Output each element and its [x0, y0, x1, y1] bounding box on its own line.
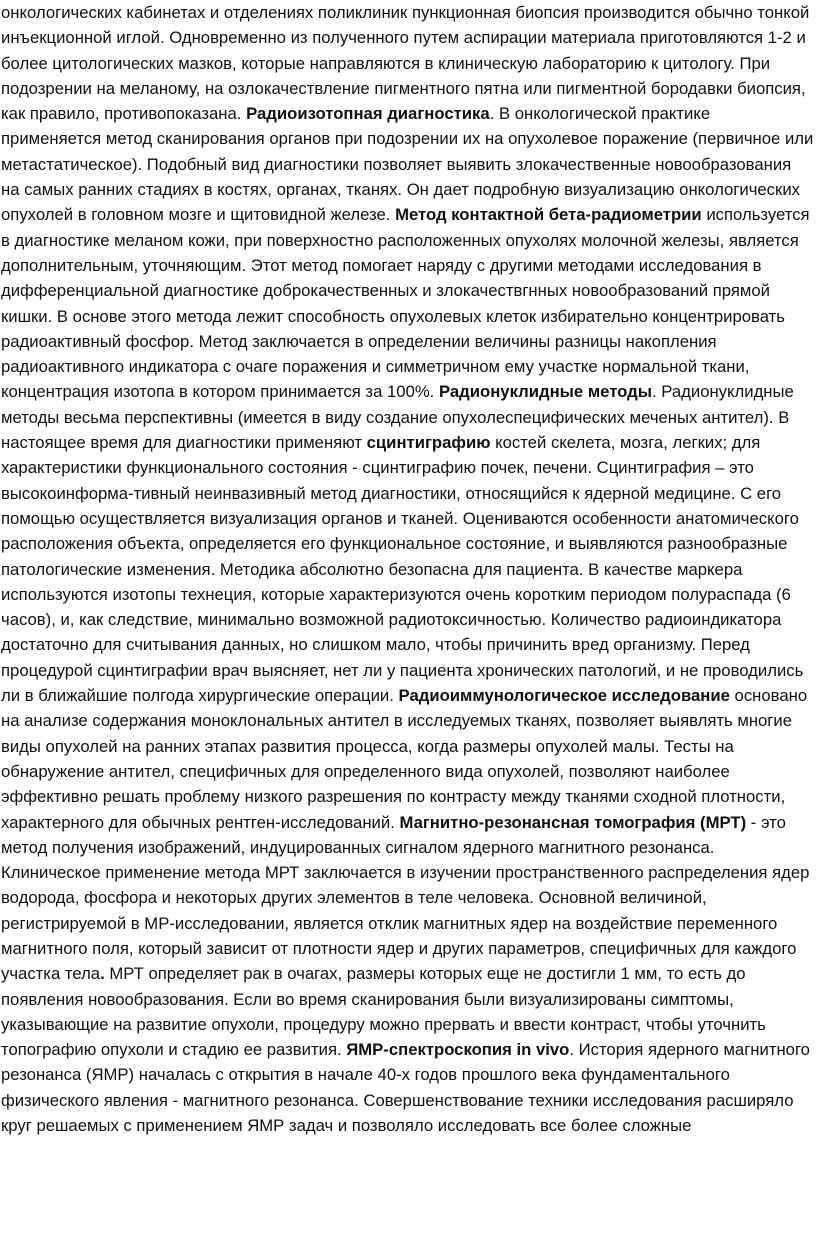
text-segment: костей скелета, мозга, легких; для характеристики функционального состояния - сцинтиграфию почек, печени. Сцинтиграфия – это высокоинформа-тивный неинвазивный метод диагностики, относящийся к ядерной медицине. С его помощью осуществляется визуализация органов и тканей. Оцениваются особенности анатомического расположения объекта, определяется его функциональное состояние, и выявляются разнообразные патологические изменения. Методика абсолютно безопасна для пациента. В качестве маркера используются изотопы технеция, которые характеризуются очень коротким периодом полураспада (6 часов), и, как следствие, минимально возможной радиотоксичностью. Количество радиоиндикатора достаточно для считывания данных, но слишком мало, чтобы причинить вред организму. Перед процедурой сцинтиграфии врач выясняет, нет ли у пациента хронических патологий, и не проводились ли в ближайшие полгода хирургические операции. [1, 433, 804, 706]
bold-term-mri: Магнитно-резонансная томография (МРТ) [399, 812, 747, 832]
bold-term-radioisotope-diagnostics: Радиоизотопная диагностика [246, 104, 490, 124]
text-segment: . В онкологической практике применяется метод сканирования органов при подозрении их на опухолевое поражение (первичное или метастатическое). Подобный вид диагностики позволяет выявить злокачественные новообразования на самых ранних стадиях в костях, органах, тканях. Он дает подробную визуализацию онкологических опухолей в головном мозге и щитовидной железе. [1, 104, 814, 225]
bold-term-radioimmunological-study: Радиоиммунологическое исследование [398, 686, 730, 706]
bold-term-radionuclide-methods: Радионуклидные методы [438, 382, 652, 402]
text-segment: онкологических кабинетах и отделениях поликлиник пункционная биопсия производится обычно тонкой инъекционной иглой. Одновременно из полученного путем аспирации материала приготовляются 1-2 и более цитологических мазков, которые направляются в клиническую лабораторию к цитологу. При подозрении на меланому, на озлокачествление пигментного пятна или пигментной бородавки биопсия, как правило, противопоказана. [1, 3, 810, 124]
bold-term-scintigraphy: сцинтиграфию [366, 433, 491, 453]
text-segment: МРТ определяет рак в очагах, размеры которых еще не достигли 1 мм, то есть до появления новообразования. Если во время сканирования были визуализированы симптомы, указывающие на развитие опухоли, процедуру можно прервать и ввести контраст, чтобы уточнить топографию опухоли и стадию ее развития. [1, 964, 766, 1060]
bold-term-contact-beta-radiometry: Метод контактной бета-радиометрии [395, 205, 702, 225]
bold-term-nmr-spectroscopy: ЯМР-спектроскопия in vivo [346, 1040, 570, 1060]
text-segment: . История ядерного магнитного резонанса (ЯМР) началась с открытия в начале 40-х годов прошлого века фундаментального физического явления - магнитного резонанса. Совершенствование техники исследования расширяло круг решаемых с применением ЯМР задач и позволяло исследовать все более сложные [1, 1040, 810, 1136]
text-segment: . Радионуклидные методы весьма перспективны (имеется в виду создание опухолеспецифических меченых антител). В настоящее время для диагностики применяют [1, 382, 794, 453]
text-segment: - это метод получения изображений, индуцированных сигналом ядерного магнитного резонанса. Клиническое применение метода МРТ заключается в изучении пространственного распределения ядер водорода, фосфора и некоторых других элементов в теле человека. Основной величиной, регистрируемой в МР-исследовании, является отклик магнитных ядер на воздействие переменного магнитного поля, который зависит от плотности ядер и других параметров, специфичных для каждого участка тела [1, 812, 810, 984]
text-segment: используется в диагностике меланом кожи, при поверхностно расположенных опухолях молочной железы, является дополнительным, уточняющим. Этот метод помогает наряду с другими методами исследования в дифференциальной диагностике доброкачественных и злокачествгнных новообразований прямой кишки. В основе этого метода лежит способность опухолевых клеток избирательно концентрировать радиоактивный фосфор. Метод заключается в определении величины разницы накопления радиоактивного индикатора с очаге поражения и симметричном ему участке нормальной ткани, концентрация изотопа в котором принимается за 100%. [1, 205, 810, 402]
bold-period: . [100, 964, 105, 984]
text-segment: основано на анализе содержания моноклональных антител в исследуемых тканях, позволяет выявлять многие виды опухолей на ранних этапах развития процесса, когда размеры опухолей малы. Тесты на обнаружение антител, специфичных для определенного вида опухолей, позволяют наиболее эффективно решать проблему низкого разрешения по контрасту между тканями сходной плотности, характерного для обычных рентген-исследований. [1, 686, 808, 832]
body-paragraph [1, 0, 814, 1138]
